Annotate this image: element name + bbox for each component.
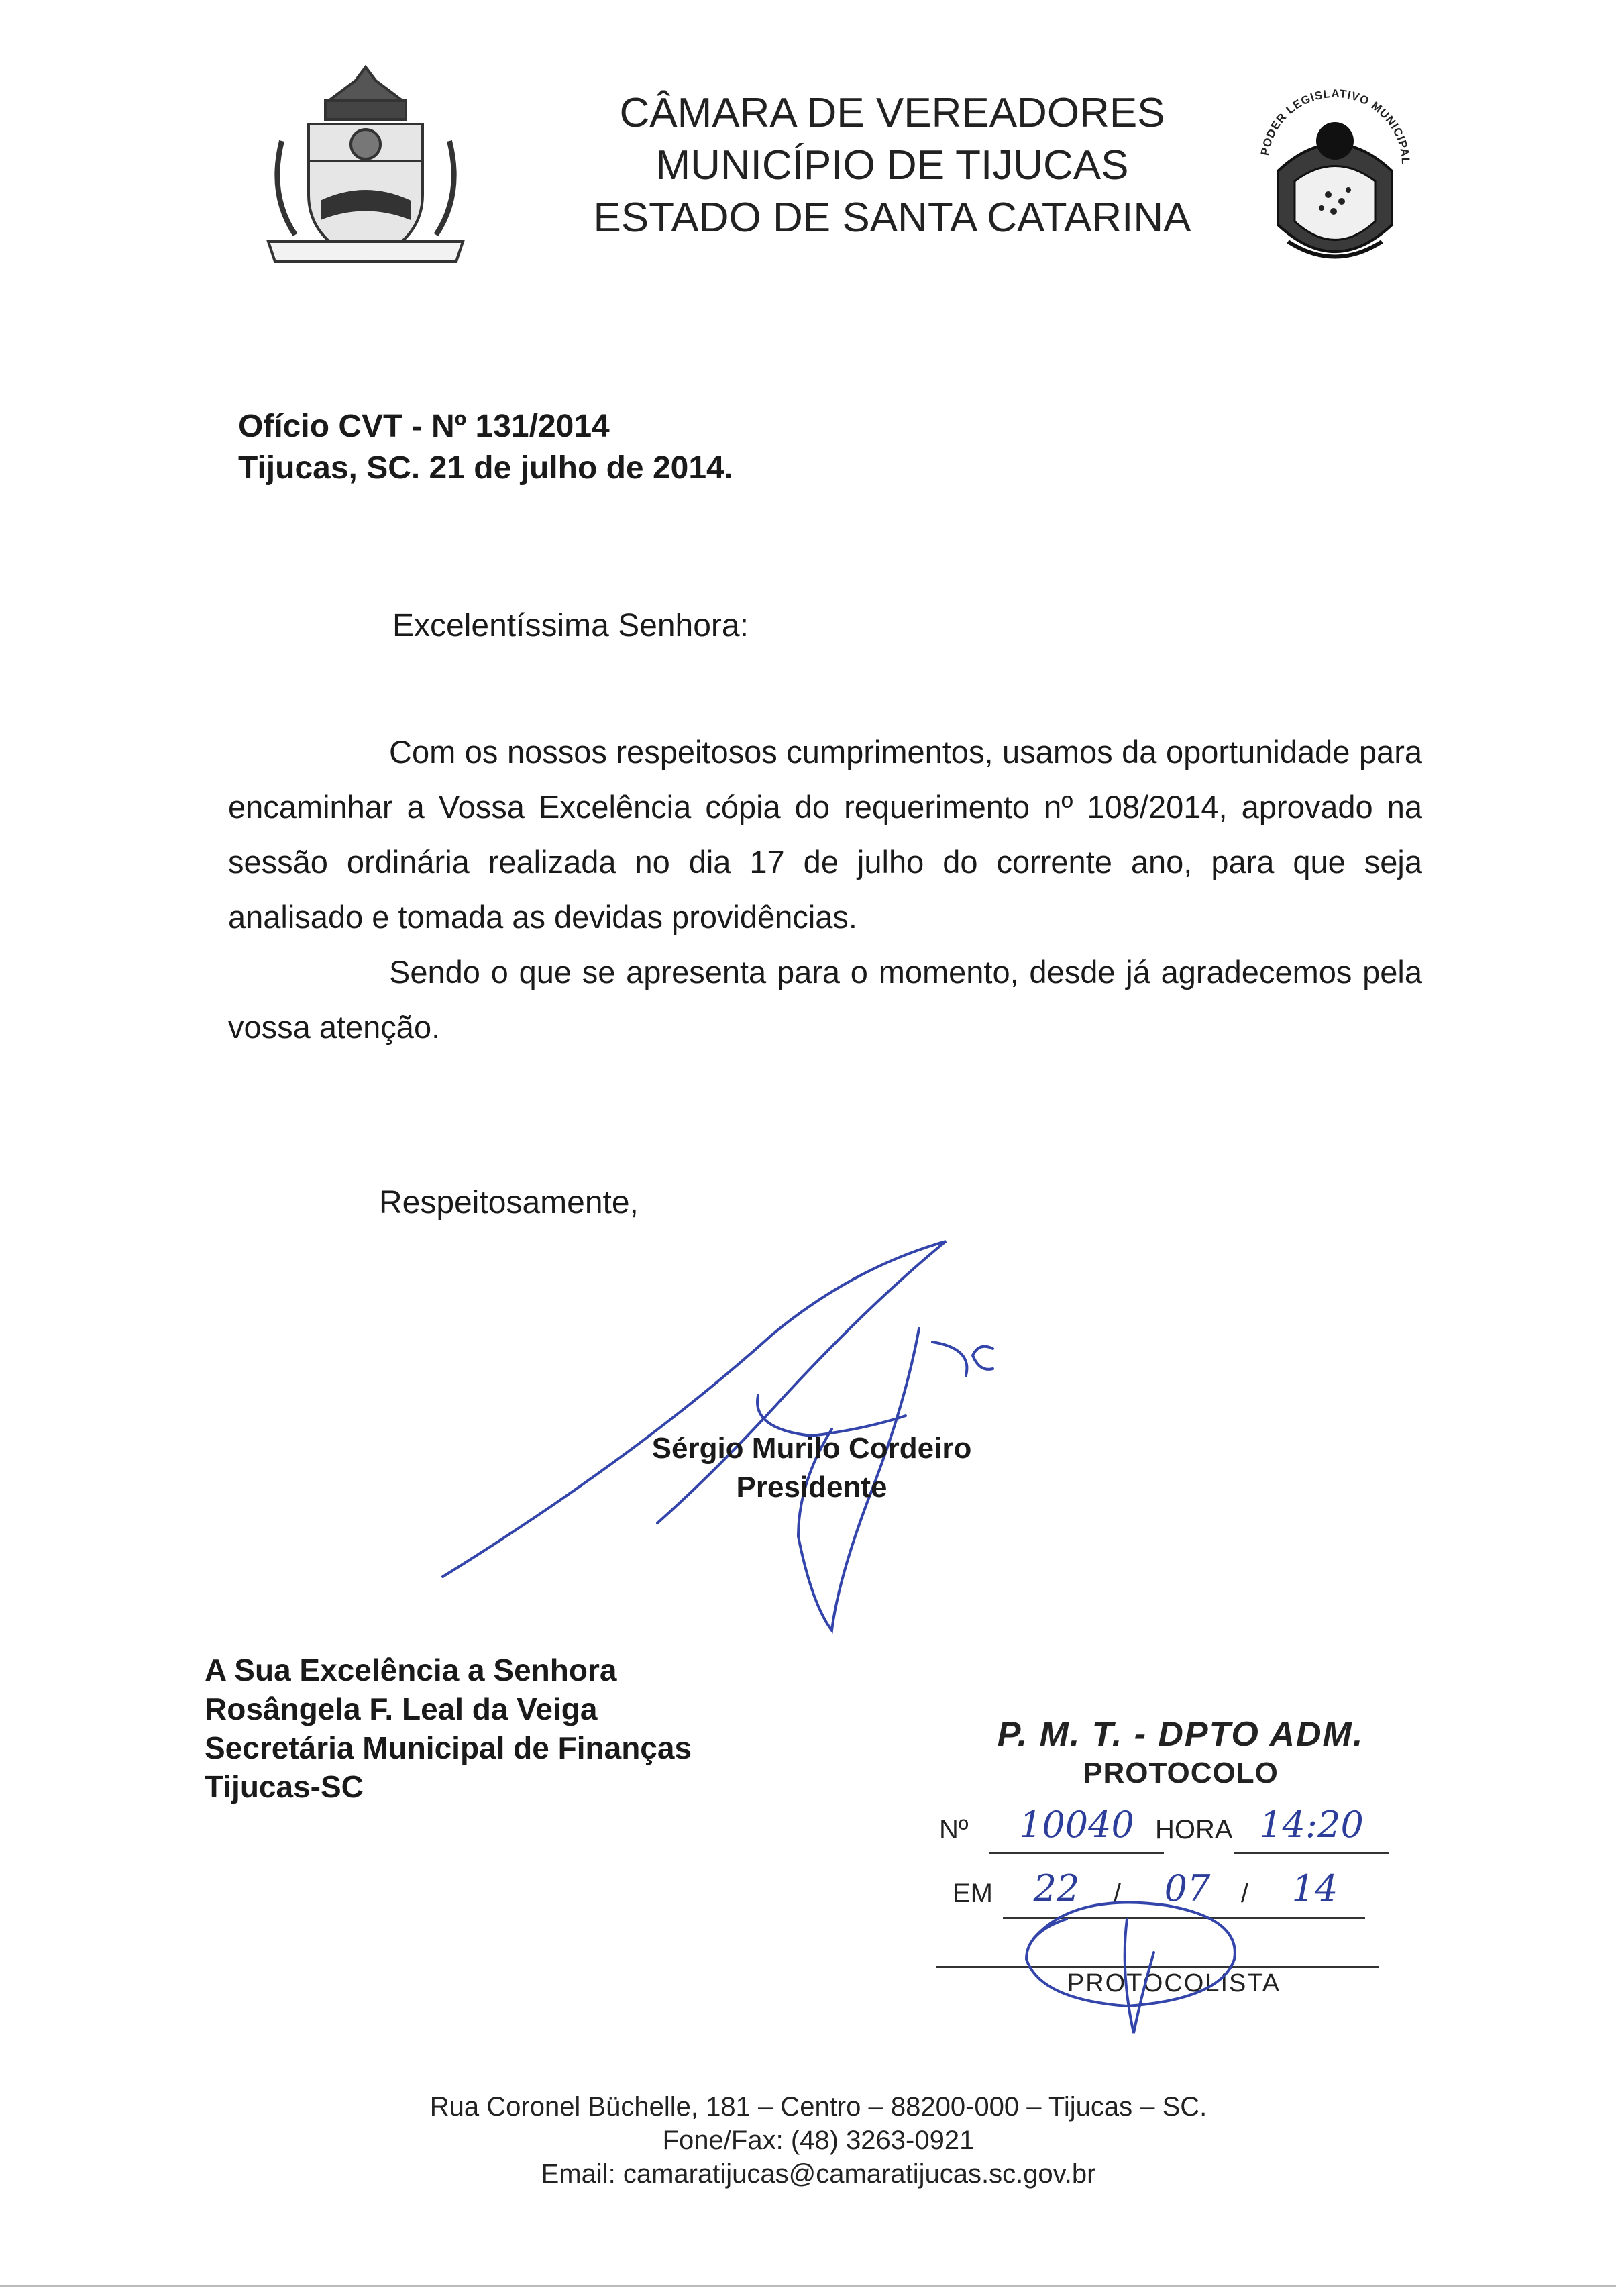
institution-header: [523, 87, 1261, 244]
page-bottom-divider: [0, 2285, 1616, 2287]
addressee-line-1: A Sua Excelência a Senhora: [205, 1653, 617, 1687]
addressee-line-3: Secretária Municipal de Finanças: [205, 1730, 692, 1765]
office-number: Ofício CVT - Nº 131/2014: [238, 409, 610, 444]
addressee-line-2: Rosângela F. Leal da Veiga: [205, 1691, 598, 1726]
seal-text: PODER LEGISLATIVO MUNICIPAL: [1258, 87, 1413, 166]
stamp-title: P. M. T. - DPTO ADM.: [997, 1715, 1364, 1754]
signer-name: Sérgio Murilo Cordeiro: [651, 1432, 972, 1465]
salutation: Excelentíssima Senhora:: [392, 608, 749, 643]
header-line-2: MUNICÍPIO DE TIJUCAS: [655, 142, 1129, 189]
closing: Respeitosamente,: [379, 1185, 639, 1220]
addressee-line-4: Tijucas-SC: [205, 1769, 364, 1804]
paragraph-2: Sendo o que se apresenta para o momento, desde já agradecemos pela vossa atenção.: [228, 954, 1422, 1045]
place-date: Tijucas, SC. 21 de julho de 2014.: [238, 450, 734, 486]
stamp-number-line: [989, 1852, 1164, 1854]
header-line-1: CÂMARA DE VEREADORES: [619, 90, 1165, 136]
signer-role: Presidente: [736, 1471, 887, 1504]
header-line-3: ESTADO DE SANTA CATARINA: [593, 195, 1191, 241]
footer-address: Rua Coronel Büchelle, 181 – Centro – 88200-000 – Tijucas – SC.: [429, 2092, 1207, 2122]
stamp-subtitle: PROTOCOLO: [1083, 1757, 1279, 1789]
legislative-seal-icon: [1248, 70, 1422, 285]
stamp-footer-label: PROTOCOLISTA: [1067, 1969, 1281, 1997]
stamp-month: 07: [1164, 1867, 1211, 1910]
paragraph-1: Com os nossos respeitosos cumprimentos, usamos da oportunidade para encaminhar a Vossa Excelência cópia do requerimento nº 108/2014, aprovado na sessão ordinária realizada no dia 17 de julho do corrente ano, para que seja analisado e tomada as devidas providências.: [228, 734, 1422, 935]
stamp-signature-line: [936, 1966, 1379, 1968]
addressee-block: [205, 1651, 692, 1806]
letter-body: [228, 725, 1422, 1055]
stamp-date-label: EM: [953, 1879, 993, 1908]
stamp-hour-label: HORA: [1155, 1815, 1233, 1844]
stamp-hour-line: [1234, 1852, 1389, 1854]
stamp-number-label: Nº: [939, 1815, 969, 1844]
stamp-year: 14: [1291, 1867, 1338, 1910]
footer-email: Email: camaratijucas@camaratijucas.sc.gov.br: [541, 2159, 1096, 2189]
reference-block: [238, 406, 733, 489]
footer-phone: Fone/Fax: (48) 3263-0921: [662, 2126, 975, 2155]
signer-block: [624, 1429, 1000, 1507]
stamp-hour-value: 14:20: [1259, 1804, 1364, 1846]
page-footer: [349, 2090, 1288, 2191]
stamp-number-value: 10040: [1019, 1804, 1134, 1846]
stamp-date-line: [1003, 1917, 1365, 1919]
municipal-coat-of-arms-icon: [255, 60, 476, 282]
stamp-day: 22: [1033, 1867, 1080, 1910]
